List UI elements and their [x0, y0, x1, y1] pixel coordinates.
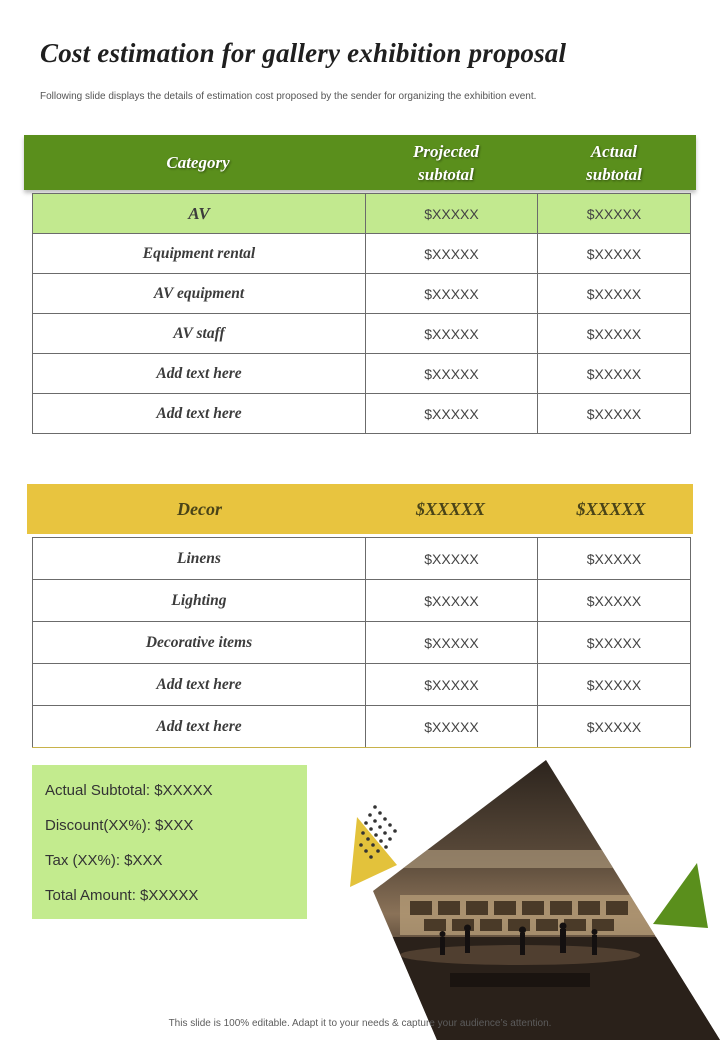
row-projected: $XXXXX [366, 234, 538, 274]
row-projected: $XXXXX [366, 664, 538, 706]
table-row [33, 314, 691, 354]
table-row [33, 580, 691, 622]
summary-discount: Discount(XX%): $XXX [45, 817, 194, 834]
row-category: Add text here [33, 706, 366, 748]
row-actual: $XXXXX [538, 234, 691, 274]
header-category: Category [166, 153, 230, 172]
row-projected: $XXXXX [366, 274, 538, 314]
decor-cost-table [32, 537, 691, 748]
decor-header-actual: $XXXXX [576, 498, 646, 519]
row-category: Decorative items [33, 622, 366, 664]
table-row [33, 354, 691, 394]
table-row [33, 706, 691, 748]
row-projected: $XXXXX [366, 706, 538, 748]
row-category: AV staff [33, 314, 366, 354]
header-actual-subtotal [532, 135, 696, 190]
row-projected: $XXXXX [366, 314, 538, 354]
summary-tax: Tax (XX%): $XXX [45, 852, 163, 869]
page-title: Cost estimation for gallery exhibition proposal [40, 38, 567, 68]
table-row [33, 194, 691, 234]
row-projected: $XXXXX [366, 394, 538, 434]
table-row [33, 538, 691, 580]
decor-header-category: Decor [177, 498, 222, 519]
table-row [33, 622, 691, 664]
row-actual: $XXXXX [538, 354, 691, 394]
header-actual-line1: Actual [590, 141, 638, 161]
row-actual: $XXXXX [538, 706, 691, 748]
av-cost-table [32, 193, 691, 434]
row-actual: $XXXXX [538, 394, 691, 434]
row-category: AV [33, 194, 366, 234]
row-actual: $XXXXX [538, 314, 691, 354]
page-subtitle: Following slide displays the details of estimation cost proposed by the sender for organizing the exhibition event. [40, 91, 537, 102]
row-actual: $XXXXX [538, 194, 691, 234]
page-footer: This slide is 100% editable. Adapt it to your needs & capture your audience’s attention. [168, 1018, 552, 1029]
gallery-photo-icon [330, 755, 720, 1040]
row-category: Linens [33, 538, 366, 580]
av-table-header [24, 135, 696, 190]
row-projected: $XXXXX [366, 538, 538, 580]
row-actual: $XXXXX [538, 274, 691, 314]
row-projected: $XXXXX [366, 354, 538, 394]
header-projected-line1: Projected [412, 141, 480, 161]
row-category: Equipment rental [33, 234, 366, 274]
row-projected: $XXXXX [366, 622, 538, 664]
row-actual: $XXXXX [538, 664, 691, 706]
table-row [33, 394, 691, 434]
row-actual: $XXXXX [538, 622, 691, 664]
row-category: Lighting [33, 580, 366, 622]
row-category: AV equipment [33, 274, 366, 314]
summary-actual-subtotal: Actual Subtotal: $XXXXX [45, 782, 213, 799]
cost-summary-box [32, 765, 307, 919]
header-projected-line2: subtotal [418, 164, 474, 184]
header-projected-subtotal [372, 135, 520, 190]
row-actual: $XXXXX [538, 580, 691, 622]
table-row [33, 664, 691, 706]
header-actual-line2: subtotal [586, 164, 642, 184]
row-category: Add text here [33, 394, 366, 434]
decor-header-projected: $XXXXX [415, 498, 486, 519]
summary-total: Total Amount: $XXXXX [45, 887, 199, 904]
row-category: Add text here [33, 664, 366, 706]
row-category: Add text here [33, 354, 366, 394]
table-row [33, 274, 691, 314]
decorative-image-area [330, 755, 720, 1040]
row-projected: $XXXXX [366, 580, 538, 622]
row-projected: $XXXXX [366, 194, 538, 234]
row-actual: $XXXXX [538, 538, 691, 580]
decor-table-header [27, 484, 693, 534]
table-row [33, 234, 691, 274]
